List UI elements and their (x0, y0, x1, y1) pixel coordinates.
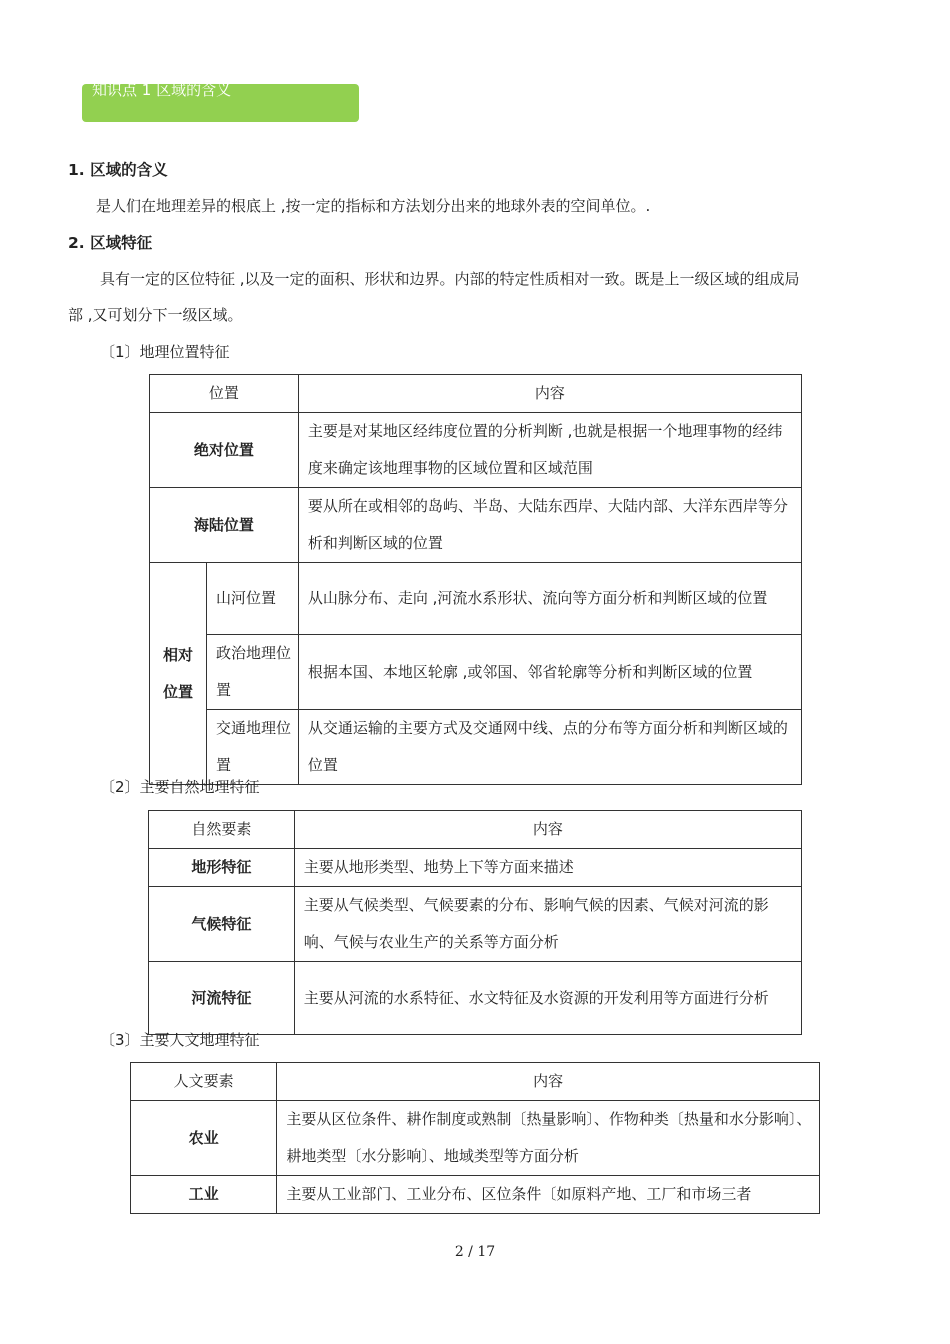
table-row (150, 413, 802, 488)
row-label: 海陆位置 (150, 488, 299, 563)
human-geo-table (130, 1062, 820, 1214)
row-content: 主要从区位条件、耕作制度或熟制〔热量影响〕、作物种类〔热量和水分影响〕、耕地类型〔水分影响〕、地域类型等方面分析 (277, 1101, 820, 1176)
row-content: 主要从气候类型、气候要素的分布、影响气候的因素、气候对河流的影响、气候与农业生产的关系等方面分析 (294, 887, 801, 962)
row-content: 要从所在或相邻的岛屿、半岛、大陆东西岸、大陆内部、大洋东西岸等分析和判断区域的位置 (298, 488, 801, 563)
section1-body: 是人们在地理差异的根底上 ,按一定的指标和方法划分出来的地球外表的空间单位。. (96, 197, 651, 215)
header-cell: 人文要素 (131, 1063, 277, 1101)
page-number: 2 / 17 (454, 1244, 496, 1260)
row-label: 农业 (131, 1101, 277, 1176)
header-cell: 内容 (277, 1063, 820, 1101)
header-cell: 内容 (298, 375, 801, 413)
table-row (150, 563, 802, 635)
table3-caption: 〔3〕主要人文地理特征 (100, 1031, 260, 1049)
knowledge-point-title: 知识点 1 区域的含义 (92, 81, 232, 99)
row-content: 根据本国、本地区轮廓 ,或邻国、邻省轮廓等分析和判断区域的位置 (298, 635, 801, 710)
row-content: 主要从地形类型、地势上下等方面来描述 (294, 849, 801, 887)
row-content: 从山脉分布、走向 ,河流水系形状、流向等方面分析和判断区域的位置 (298, 563, 801, 635)
header-cell: 内容 (294, 811, 801, 849)
row-label: 山河位置 (206, 563, 298, 635)
table2-caption: 〔2〕主要自然地理特征 (100, 778, 260, 796)
table-row (149, 962, 802, 1035)
table-header-row (149, 811, 802, 849)
row-content: 主要是对某地区经纬度位置的分析判断 ,也就是根据一个地理事物的经纬度来确定该地理事物的区域位置和区域范围 (298, 413, 801, 488)
table-row (150, 635, 802, 710)
row-content: 从交通运输的主要方式及交通网中线、点的分布等方面分析和判断区域的位置 (298, 710, 801, 785)
row-label: 地形特征 (149, 849, 295, 887)
table-row (149, 887, 802, 962)
section2-body-line1: 具有一定的区位特征 ,以及一定的面积、形状和边界。内部的特定性质相对一致。既是上一级区域的组成局 (100, 270, 800, 288)
table-header-row (131, 1063, 820, 1101)
header-cell: 自然要素 (149, 811, 295, 849)
table-row (150, 710, 802, 785)
row-label: 交通地理位置 (206, 710, 298, 785)
natural-geo-table (148, 810, 802, 1035)
table-row (131, 1176, 820, 1214)
table-row (131, 1101, 820, 1176)
row-content: 主要从工业部门、工业分布、区位条件〔如原料产地、工厂和市场三者 (277, 1176, 820, 1214)
section2-heading: 2. 区域特征 (68, 234, 153, 252)
section2-body-line2: 部 ,又可划分下一级区域。 (68, 306, 243, 324)
table1-caption: 〔1〕地理位置特征 (100, 343, 230, 361)
table-row (149, 849, 802, 887)
relative-position-label: 相对位置 (150, 563, 207, 785)
table-header-row (150, 375, 802, 413)
row-label: 河流特征 (149, 962, 295, 1035)
header-cell: 位置 (150, 375, 299, 413)
row-label: 绝对位置 (150, 413, 299, 488)
section1-heading: 1. 区域的含义 (68, 161, 168, 179)
row-content: 主要从河流的水系特征、水文特征及水资源的开发利用等方面进行分析 (294, 962, 801, 1035)
geo-location-table (149, 374, 802, 785)
row-label: 政治地理位置 (206, 635, 298, 710)
table-row (150, 488, 802, 563)
row-label: 气候特征 (149, 887, 295, 962)
row-label: 工业 (131, 1176, 277, 1214)
